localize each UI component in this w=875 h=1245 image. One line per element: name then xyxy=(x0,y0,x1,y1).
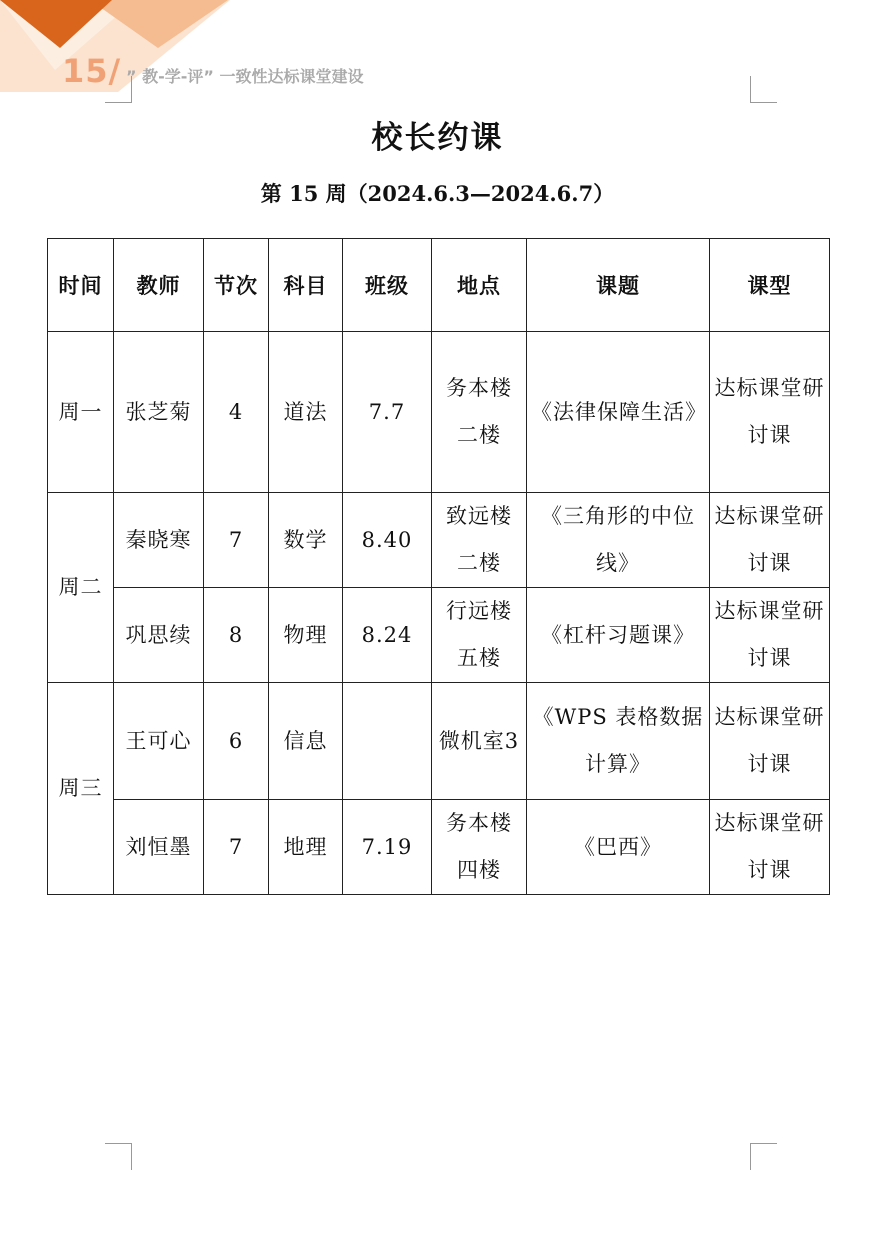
type-cell: 达标课堂研讨课 xyxy=(710,800,830,895)
topic-cell: 《巴西》 xyxy=(527,800,710,895)
crop-mark-top-left xyxy=(105,76,132,103)
teacher-cell: 张芝菊 xyxy=(114,332,204,493)
column-header: 课型 xyxy=(710,239,830,332)
column-header: 节次 xyxy=(204,239,269,332)
topic-cell: 《三角形的中位线》 xyxy=(527,493,710,588)
subject-cell: 数学 xyxy=(269,493,343,588)
type-cell: 达标课堂研讨课 xyxy=(710,588,830,683)
period-cell: 7 xyxy=(204,493,269,588)
column-header: 科目 xyxy=(269,239,343,332)
column-header: 教师 xyxy=(114,239,204,332)
class-cell: 8.40 xyxy=(343,493,432,588)
class-cell xyxy=(343,683,432,800)
class-cell: 7.7 xyxy=(343,332,432,493)
type-cell: 达标课堂研讨课 xyxy=(710,332,830,493)
class-cell: 8.24 xyxy=(343,588,432,683)
location-cell: 微机室3 xyxy=(432,683,527,800)
column-header: 时间 xyxy=(48,239,114,332)
location-cell: 务本楼二楼 xyxy=(432,332,527,493)
subject-cell: 道法 xyxy=(269,332,343,493)
table-row xyxy=(48,588,830,683)
teacher-cell: 王可心 xyxy=(114,683,204,800)
column-header: 地点 xyxy=(432,239,527,332)
class-cell: 7.19 xyxy=(343,800,432,895)
page-title: 校长约课 xyxy=(371,120,504,156)
table-row xyxy=(48,493,830,588)
table-row xyxy=(48,683,830,800)
day-cell: 周三 xyxy=(48,683,114,895)
teacher-cell: 刘恒墨 xyxy=(114,800,204,895)
table-row xyxy=(48,332,830,493)
crop-mark-bottom-left xyxy=(105,1143,132,1170)
crop-mark-top-right xyxy=(750,76,777,103)
subject-cell: 物理 xyxy=(269,588,343,683)
series-title: ” 教-学-评” 一致性达标课堂建设 xyxy=(126,67,364,86)
crop-mark-bottom-right xyxy=(750,1143,777,1170)
column-header: 课题 xyxy=(527,239,710,332)
teacher-cell: 秦晓寒 xyxy=(114,493,204,588)
teacher-cell: 巩思续 xyxy=(114,588,204,683)
location-cell: 行远楼五楼 xyxy=(432,588,527,683)
topic-cell: 《WPS 表格数据计算》 xyxy=(527,683,710,800)
topic-cell: 《法律保障生活》 xyxy=(527,332,710,493)
type-cell: 达标课堂研讨课 xyxy=(710,683,830,800)
period-cell: 4 xyxy=(204,332,269,493)
table-row xyxy=(48,800,830,895)
table-header-row xyxy=(48,239,830,332)
topic-cell: 《杠杆习题课》 xyxy=(527,588,710,683)
column-header: 班级 xyxy=(343,239,432,332)
week-subtitle: 第 15 周（2024.6.3—2024.6.7） xyxy=(260,181,615,206)
location-cell: 致远楼二楼 xyxy=(432,493,527,588)
subject-cell: 信息 xyxy=(269,683,343,800)
period-cell: 8 xyxy=(204,588,269,683)
day-cell: 周一 xyxy=(48,332,114,493)
location-cell: 务本楼四楼 xyxy=(432,800,527,895)
subject-cell: 地理 xyxy=(269,800,343,895)
period-cell: 7 xyxy=(204,800,269,895)
day-cell: 周二 xyxy=(48,493,114,683)
type-cell: 达标课堂研讨课 xyxy=(710,493,830,588)
period-cell: 6 xyxy=(204,683,269,800)
schedule-table xyxy=(47,238,830,895)
issue-number: 15/ xyxy=(62,52,122,90)
